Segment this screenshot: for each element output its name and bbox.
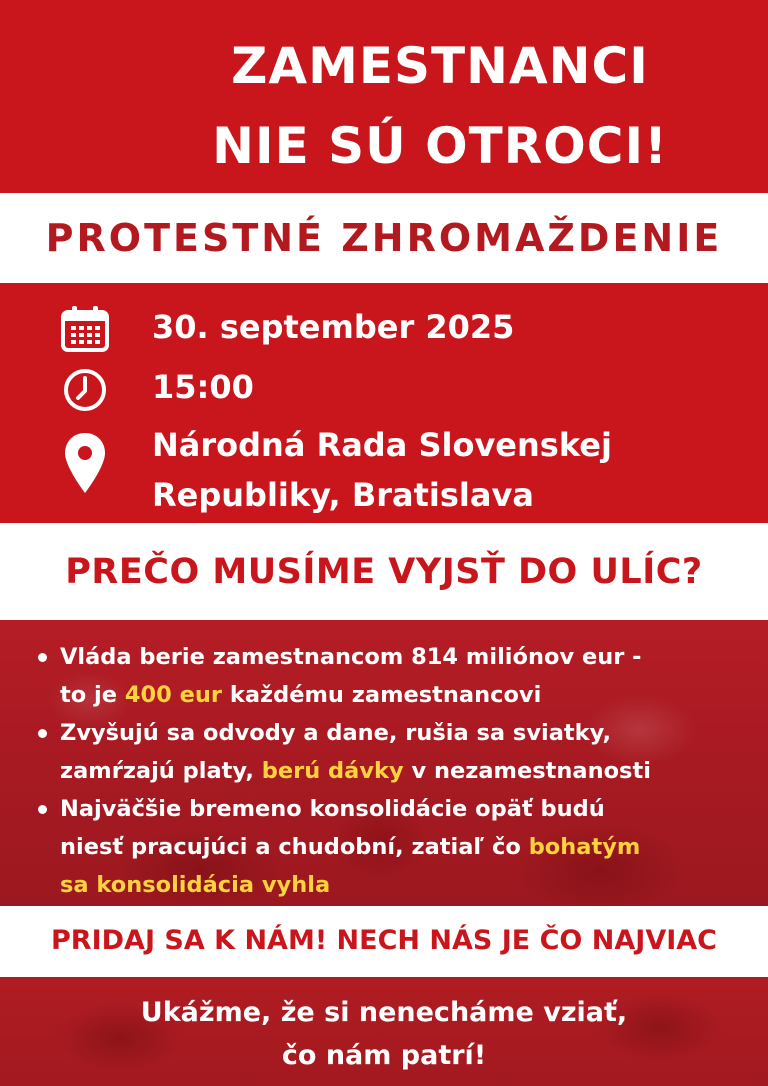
title-line-1: ZAMESTNANCI — [231, 37, 649, 95]
reason-2-line-2-before: zamŕzajú platy, — [60, 758, 262, 784]
location-row — [0, 421, 768, 521]
why-question: PREČO MUSÍME VYJSŤ DO ULÍC? — [65, 552, 703, 592]
reason-item — [38, 714, 758, 790]
closing-band — [0, 977, 768, 1086]
reason-item — [38, 638, 758, 714]
event-info-band — [0, 283, 768, 523]
subtitle-strip — [0, 193, 768, 283]
title-line-2: NIE SÚ OTROCI! — [212, 117, 668, 175]
reasons-list — [38, 638, 758, 904]
reason-2-line-2-after: v nezamestnanosti — [403, 758, 651, 784]
event-date: 30. september 2025 — [152, 308, 515, 346]
reason-2-line-1: Zvyšujú sa odvody a dane, rušia sa sviatky, — [60, 720, 612, 746]
calendar-icon — [60, 305, 110, 357]
event-time: 15:00 — [152, 368, 254, 406]
reason-1-line-2-before: to je — [60, 682, 125, 708]
reasons-band — [0, 620, 768, 906]
closing-line-1: Ukážme, že si nenecháme vziať, — [140, 997, 628, 1028]
location-pin-icon — [62, 431, 108, 499]
subtitle: PROTESTNÉ ZHROMAŽDENIE — [45, 216, 723, 260]
reason-1-line-2-after: každému zamestnancovi — [222, 682, 542, 708]
clock-icon — [62, 367, 108, 417]
reason-3-highlight-line-3: sa konsolidácia vyhla — [60, 872, 331, 898]
title-band — [0, 0, 768, 193]
reason-3-line-2-before: niesť pracujúci a chudobní, zatiaľ čo — [60, 834, 529, 860]
reason-1-line-1: Vláda berie zamestnancom 814 miliónov eur - — [60, 644, 642, 670]
event-place-line-1: Národná Rada Slovenskej — [152, 426, 612, 464]
call-to-action: PRIDAJ SA K NÁM! NECH NÁS JE ČO NAJVIAC — [51, 925, 717, 956]
reason-1-highlight: 400 eur — [124, 682, 223, 708]
question-strip — [0, 523, 768, 620]
reason-3-highlight: bohatým — [528, 834, 641, 860]
reason-2-highlight: berú dávky — [261, 758, 404, 784]
reason-item — [38, 790, 758, 904]
event-place-line-2: Republiky, Bratislava — [152, 476, 534, 514]
date-row — [0, 301, 768, 355]
closing-line-2: čo nám patrí! — [281, 1040, 487, 1071]
time-row — [0, 363, 768, 417]
reason-3-line-1: Najväčšie bremeno konsolidácie opäť budú — [60, 796, 605, 822]
call-to-action-strip — [0, 906, 768, 977]
